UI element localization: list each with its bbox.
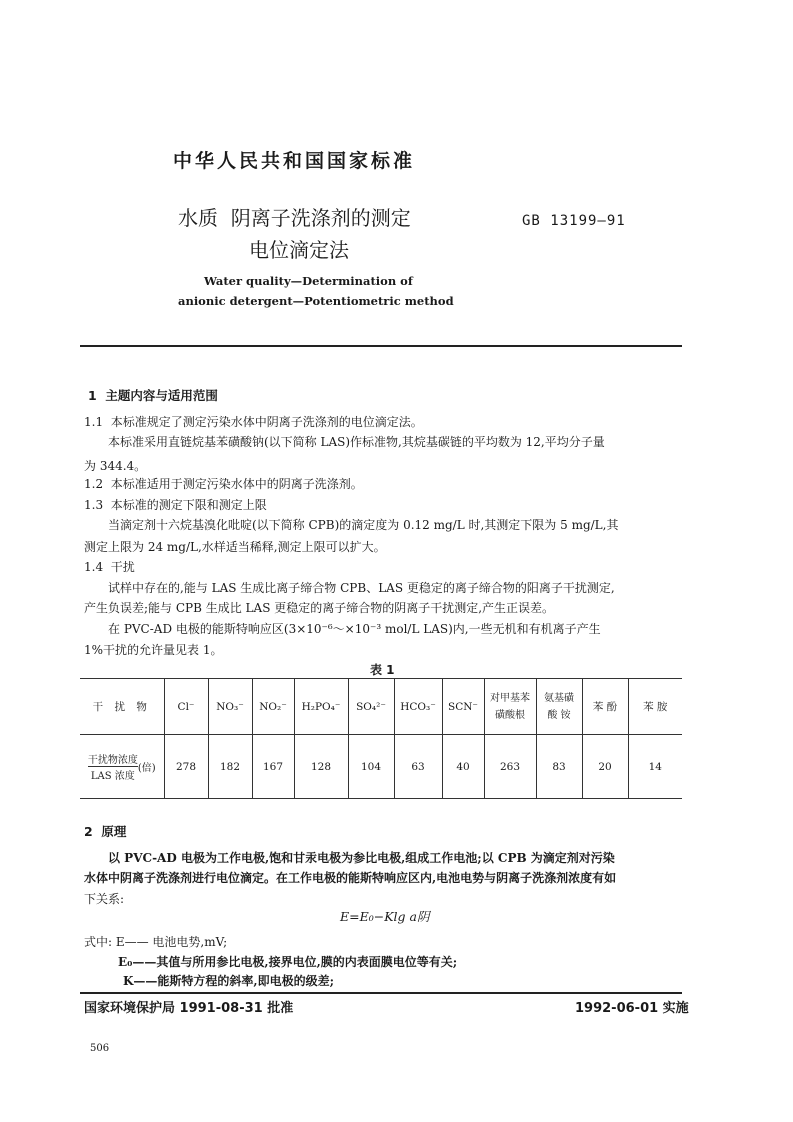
- column-header: SO₄²⁻: [348, 679, 394, 735]
- header-divider: [80, 345, 682, 347]
- table-cell: 182: [208, 735, 252, 799]
- column-header: NO₂⁻: [252, 679, 294, 735]
- approval-line: 国家环境保护局 1991-08-31 批准: [84, 1001, 294, 1016]
- table-cell: 40: [442, 735, 484, 799]
- column-header: SCN⁻: [442, 679, 484, 735]
- section1-heading: 1 主题内容与适用范围: [88, 388, 218, 403]
- table-cell: 14: [628, 735, 682, 799]
- table-cell: 128: [294, 735, 348, 799]
- table-cell: 63: [394, 735, 442, 799]
- section1-4-text-cont: 产生负误差;能与 CPB 生成比 LAS 更稳定的离子缔合物的阴离子干扰测定,产生正误差。: [84, 601, 555, 615]
- column-header-line: 对甲基苯: [490, 692, 530, 704]
- section2-paragraph-end: 下关系:: [84, 892, 125, 906]
- document-title-line2: 电位滴定法: [249, 238, 349, 262]
- section2-paragraph: 以 PVC-AD 电极为工作电极,饱和甘汞电极为参比电极,组成工作电池;以 CPB 为滴定剂对污染: [108, 851, 615, 865]
- section1-4-text-2: 在 PVC-AD 电极的能斯特响应区(3×10⁻⁶～×10⁻³ mol/L LAS)内,一些无机和有机离子产生: [108, 622, 601, 636]
- section1-1-text: 本标准采用直链烷基苯磺酸钠(以下简称 LAS)作标准物,其烷基碳链的平均数为 12,平均分子量: [108, 435, 605, 449]
- document-title-line1: 水质 阴离子洗涤剂的测定: [178, 206, 411, 230]
- table-row-header-ratio: [80, 735, 164, 799]
- table-header-row: [80, 679, 682, 735]
- english-title-line1: Water quality—Determination of: [204, 274, 413, 288]
- column-header-line: 磺酸根: [495, 709, 525, 721]
- ratio-numerator: 干扰物浓度: [88, 751, 138, 767]
- column-header: H₂PO₄⁻: [294, 679, 348, 735]
- section1-3-text-cont: 测定上限为 24 mg/L,水样适当稀释,测定上限可以扩大。: [84, 540, 386, 554]
- nernst-formula: E=E₀−Klg a阴: [340, 909, 430, 924]
- column-header-line: 酸 铵: [547, 709, 571, 721]
- formula-where: 式中: E—— 电池电势,mV;: [84, 935, 228, 949]
- column-header: 苯 酚: [582, 679, 628, 735]
- section1-1-text-cont: 为 344.4。: [84, 459, 147, 473]
- table-cell: 278: [164, 735, 208, 799]
- column-header-line: 氨基磺: [544, 692, 574, 704]
- table-cell: 104: [348, 735, 394, 799]
- national-standard-heading: 中华人民共和国国家标准: [173, 150, 416, 172]
- interference-table: [80, 678, 682, 799]
- english-title-line2: anionic detergent—Potentiometric method: [178, 294, 454, 308]
- section1-3: 1.3 本标准的测定下限和测定上限: [84, 498, 267, 512]
- section2-paragraph-cont: 水体中阴离子洗涤剂进行电位滴定。在工作电极的能斯特响应区内,电池电势与阴离子洗涤剂浓度有如: [84, 871, 617, 885]
- table-cell: 263: [484, 735, 536, 799]
- column-header: NO₃⁻: [208, 679, 252, 735]
- table1-caption: 表 1: [370, 663, 395, 677]
- standard-code: GB 13199—91: [522, 213, 626, 229]
- section1-1: 1.1 本标准规定了测定污染水体中阴离子洗涤剂的电位滴定法。: [84, 415, 423, 429]
- table-row: [80, 735, 682, 799]
- section1-2: 1.2 本标准适用于测定污染水体中的阴离子洗涤剂。: [84, 477, 363, 491]
- table-row-header-interferent: 干 扰 物: [80, 679, 164, 735]
- section1-4-text-2-cont: 1%干扰的允许量见表 1。: [84, 643, 223, 657]
- implementation-line: 1992-06-01 实施: [575, 1001, 689, 1016]
- table-cell: 167: [252, 735, 294, 799]
- footer-divider: [80, 992, 682, 994]
- section1-4: 1.4 干扰: [84, 560, 135, 574]
- column-header: 苯 胺: [628, 679, 682, 735]
- ratio-denominator: LAS 浓度: [90, 771, 135, 782]
- page-number: 506: [90, 1043, 110, 1054]
- column-header: HCO₃⁻: [394, 679, 442, 735]
- ratio-unit: (倍): [137, 763, 156, 774]
- column-header: [536, 679, 582, 735]
- section1-3-text: 当滴定剂十六烷基溴化吡啶(以下简称 CPB)的滴定度为 0.12 mg/L 时,其测定下限为 5 mg/L,其: [108, 518, 619, 532]
- column-header: Cl⁻: [164, 679, 208, 735]
- column-header: [484, 679, 536, 735]
- table-cell: 20: [582, 735, 628, 799]
- formula-e0-definition: E₀——其值与所用参比电极,接界电位,膜的内表面膜电位等有关;: [118, 955, 458, 969]
- section2-heading: 2 原理: [84, 824, 127, 839]
- formula-k-definition: K——能斯特方程的斜率,即电极的级差;: [123, 974, 335, 988]
- table-cell: 83: [536, 735, 582, 799]
- section1-4-text: 试样中存在的,能与 LAS 生成比离子缔合物 CPB、LAS 更稳定的离子缔合物的阳离子干扰测定,: [108, 581, 615, 595]
